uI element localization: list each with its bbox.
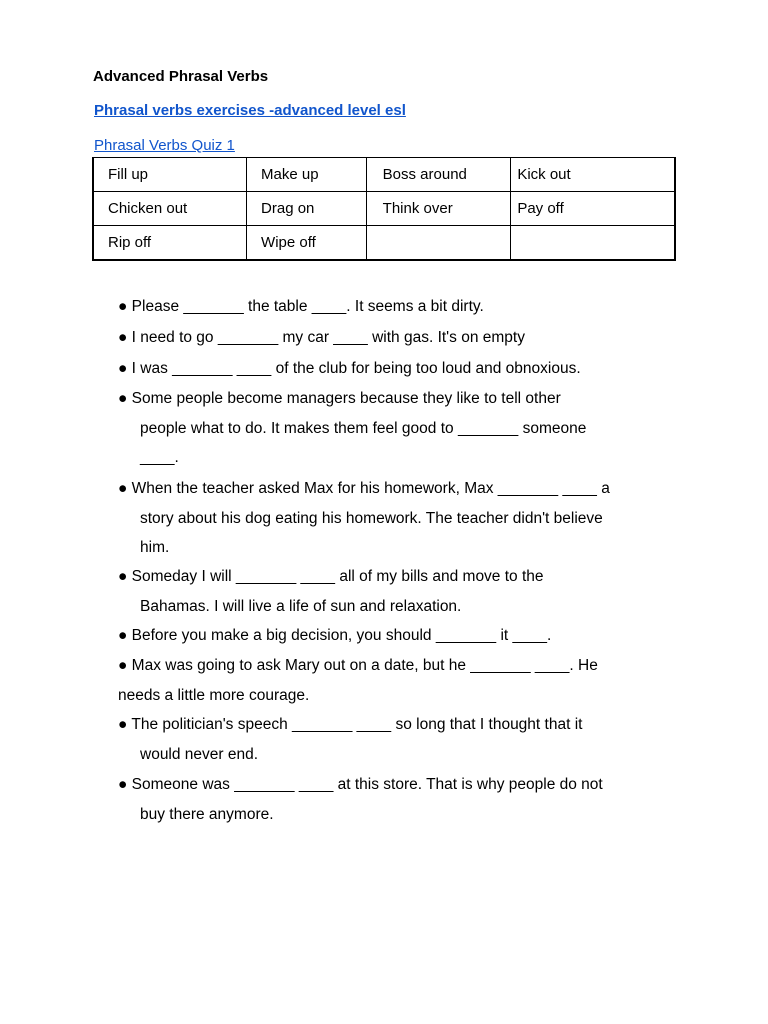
question-line: ____. [140,449,179,466]
table-cell: Rip off [93,226,247,260]
question-item [118,292,678,322]
table-cell [511,226,675,260]
question-item [118,710,678,769]
question-item [118,770,678,829]
question-line: him. [140,539,170,556]
question-line: ● Someone was _______ ____ at this store. That is why people do not [118,776,603,793]
question-item [118,384,678,473]
table-cell: Pay off [511,192,675,226]
question-line: buy there anymore. [140,805,274,823]
question-line: ● I need to go _______ my car ____ with gas. It's on empty [118,329,525,346]
question-line: ● Some people become managers because they like to tell other [118,390,561,407]
question-line: ● Before you make a big decision, you should _______ it ____. [118,627,552,644]
question-line: people what to do. It makes them feel good to _______ someone [140,419,587,437]
question-line: ● The politician's speech _______ ____ so long that I thought that it [118,716,583,733]
question-item [118,323,678,353]
table-cell: Kick out [511,158,675,192]
question-line: ● Someday I will _______ ____ all of my bills and move to the [118,568,544,585]
question-line: ● I was _______ ____ of the club for being too loud and obnoxious. [118,360,581,377]
phrasal-verbs-table [92,157,676,261]
question-line: ● Please _______ the table ____. It seems a bit dirty. [118,298,484,315]
question-line: story about his dog eating his homework. The teacher didn't believe [140,509,603,527]
question-line: Bahamas. I will live a life of sun and relaxation. [140,597,462,615]
table-row [93,158,675,192]
question-line: ● Max was going to ask Mary out on a date, but he _______ ____. He [118,657,598,674]
question-item [118,562,678,621]
question-item [118,621,678,651]
question-item [118,651,678,710]
table-row [93,192,675,226]
question-line: would never end. [140,745,259,763]
table-cell: Make up [247,158,367,192]
quiz-link[interactable]: Phrasal Verbs Quiz 1 [94,137,235,154]
table-cell: Drag on [247,192,367,226]
exercises-link[interactable]: Phrasal verbs exercises -advanced level esl [94,102,406,119]
question-item [118,354,678,384]
question-line: ● When the teacher asked Max for his homework, Max _______ ____ a [118,480,610,497]
table-row [93,226,675,260]
table-cell: Boss around [366,158,511,192]
question-line: needs a little more courage. [118,686,310,704]
question-item [118,474,678,563]
table-cell [366,226,511,260]
table-cell: Fill up [93,158,247,192]
table-cell: Chicken out [93,192,247,226]
table-cell: Wipe off [247,226,367,260]
document-title: Advanced Phrasal Verbs [93,68,269,85]
table-cell: Think over [366,192,511,226]
